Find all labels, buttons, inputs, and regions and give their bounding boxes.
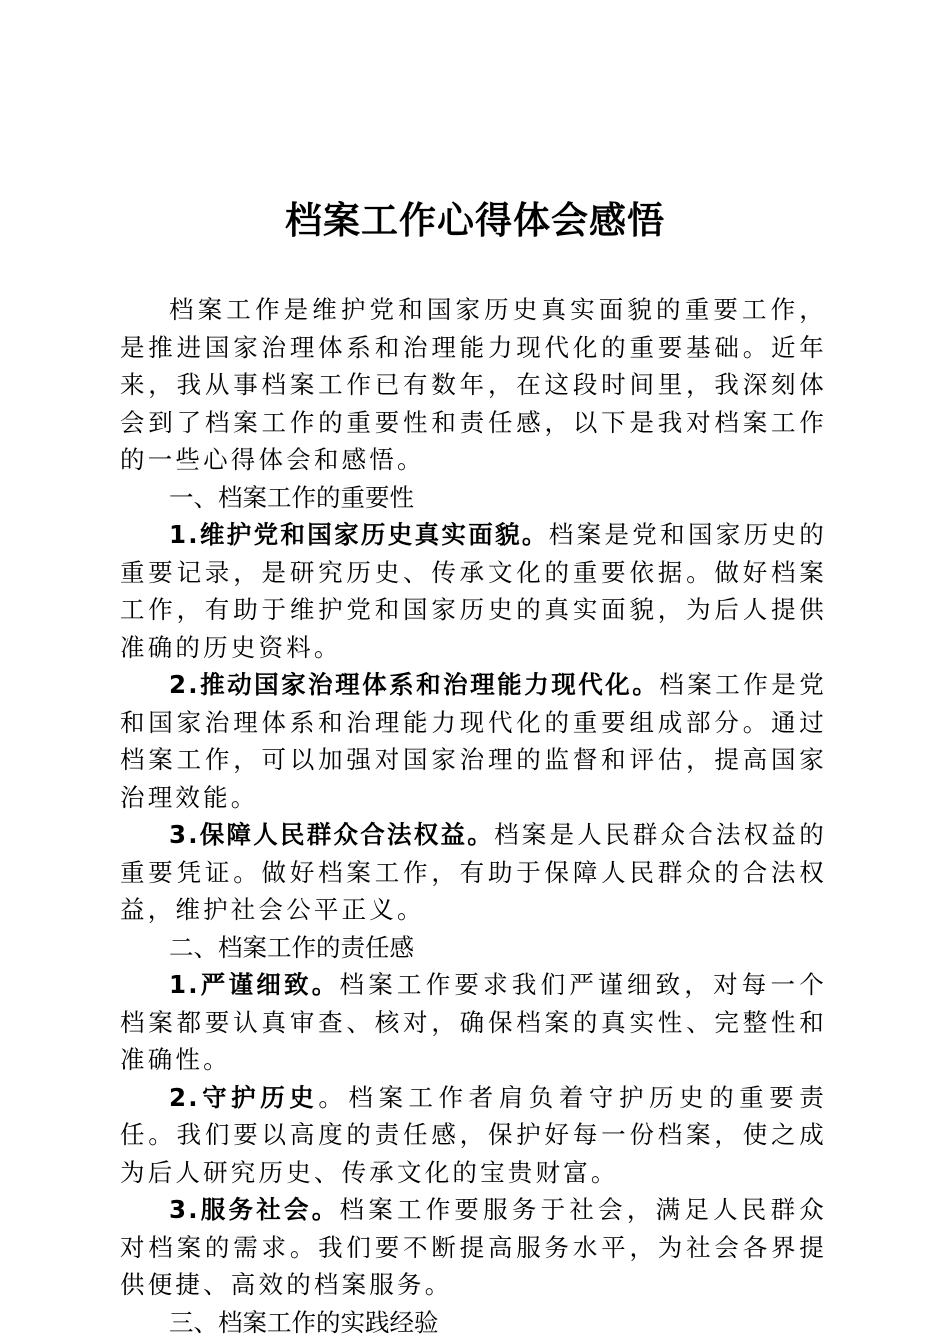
document-body [120, 291, 827, 1341]
list-item [120, 1079, 827, 1192]
item-text: 档案是人民群众合法权益的重要凭证。做好档案工作，有助于保障人民群众的合法权益，维护社会公平正义。 [120, 820, 828, 924]
item-text: 。档案工作者肩负着守护历史的重要责任。我们要以高度的责任感，保护好每一份档案，使之成为后人研究历史、传承文化的宝贵财富。 [120, 1082, 827, 1187]
item-lead: 3.保障人民群众合法权益。 [169, 820, 495, 849]
item-lead: 1.维护党和国家历史真实面貌。 [169, 520, 549, 549]
list-item [120, 516, 827, 666]
item-text: 档案是党和国家历史的重要记录，是研究历史、传承文化的重要依据。做好档案工作，有助于维护党和国家历史的真实面貌，为后人提供准确的历史资料。 [120, 520, 827, 662]
item-lead: 3.服务社会。 [169, 1195, 340, 1224]
intro-paragraph: 档案工作是维护党和国家历史真实面貌的重要工作，是推进国家治理体系和治理能力现代化的重要基础。近年来，我从事档案工作已有数年，在这段时间里，我深刻体会到了档案工作的重要性和责任感，以下是我对档案工作的一些心得体会和感悟。 [120, 295, 827, 474]
list-item [120, 966, 827, 1079]
item-text: 档案工作要服务于社会，满足人民群众对档案的需求。我们要不断提高服务水平，为社会各界提供便捷、高效的档案服务。 [120, 1195, 827, 1299]
section-heading: 三、档案工作的实践经验 [169, 1307, 439, 1337]
document-title: 档案工作心得体会感悟 [285, 198, 665, 242]
item-lead: 2.推动国家治理体系和治理能力现代化。 [169, 670, 660, 699]
item-lead: 1.严谨细致。 [169, 970, 340, 999]
item-text: 档案工作是党和国家治理体系和治理能力现代化的重要组成部分。通过档案工作，可以加强对国家治理的监督和评估，提高国家治理效能。 [120, 670, 828, 812]
list-item [120, 816, 827, 929]
item-text: 档案工作要求我们严谨细致，对每一个档案都要认真审查、核对，确保档案的真实性、完整性和准确性。 [120, 970, 827, 1074]
section-heading: 二、档案工作的责任感 [169, 932, 414, 962]
section-heading: 一、档案工作的重要性 [169, 482, 414, 512]
item-lead: 2.守护历史 [169, 1082, 319, 1112]
list-item [120, 666, 827, 816]
list-item [120, 1191, 827, 1304]
